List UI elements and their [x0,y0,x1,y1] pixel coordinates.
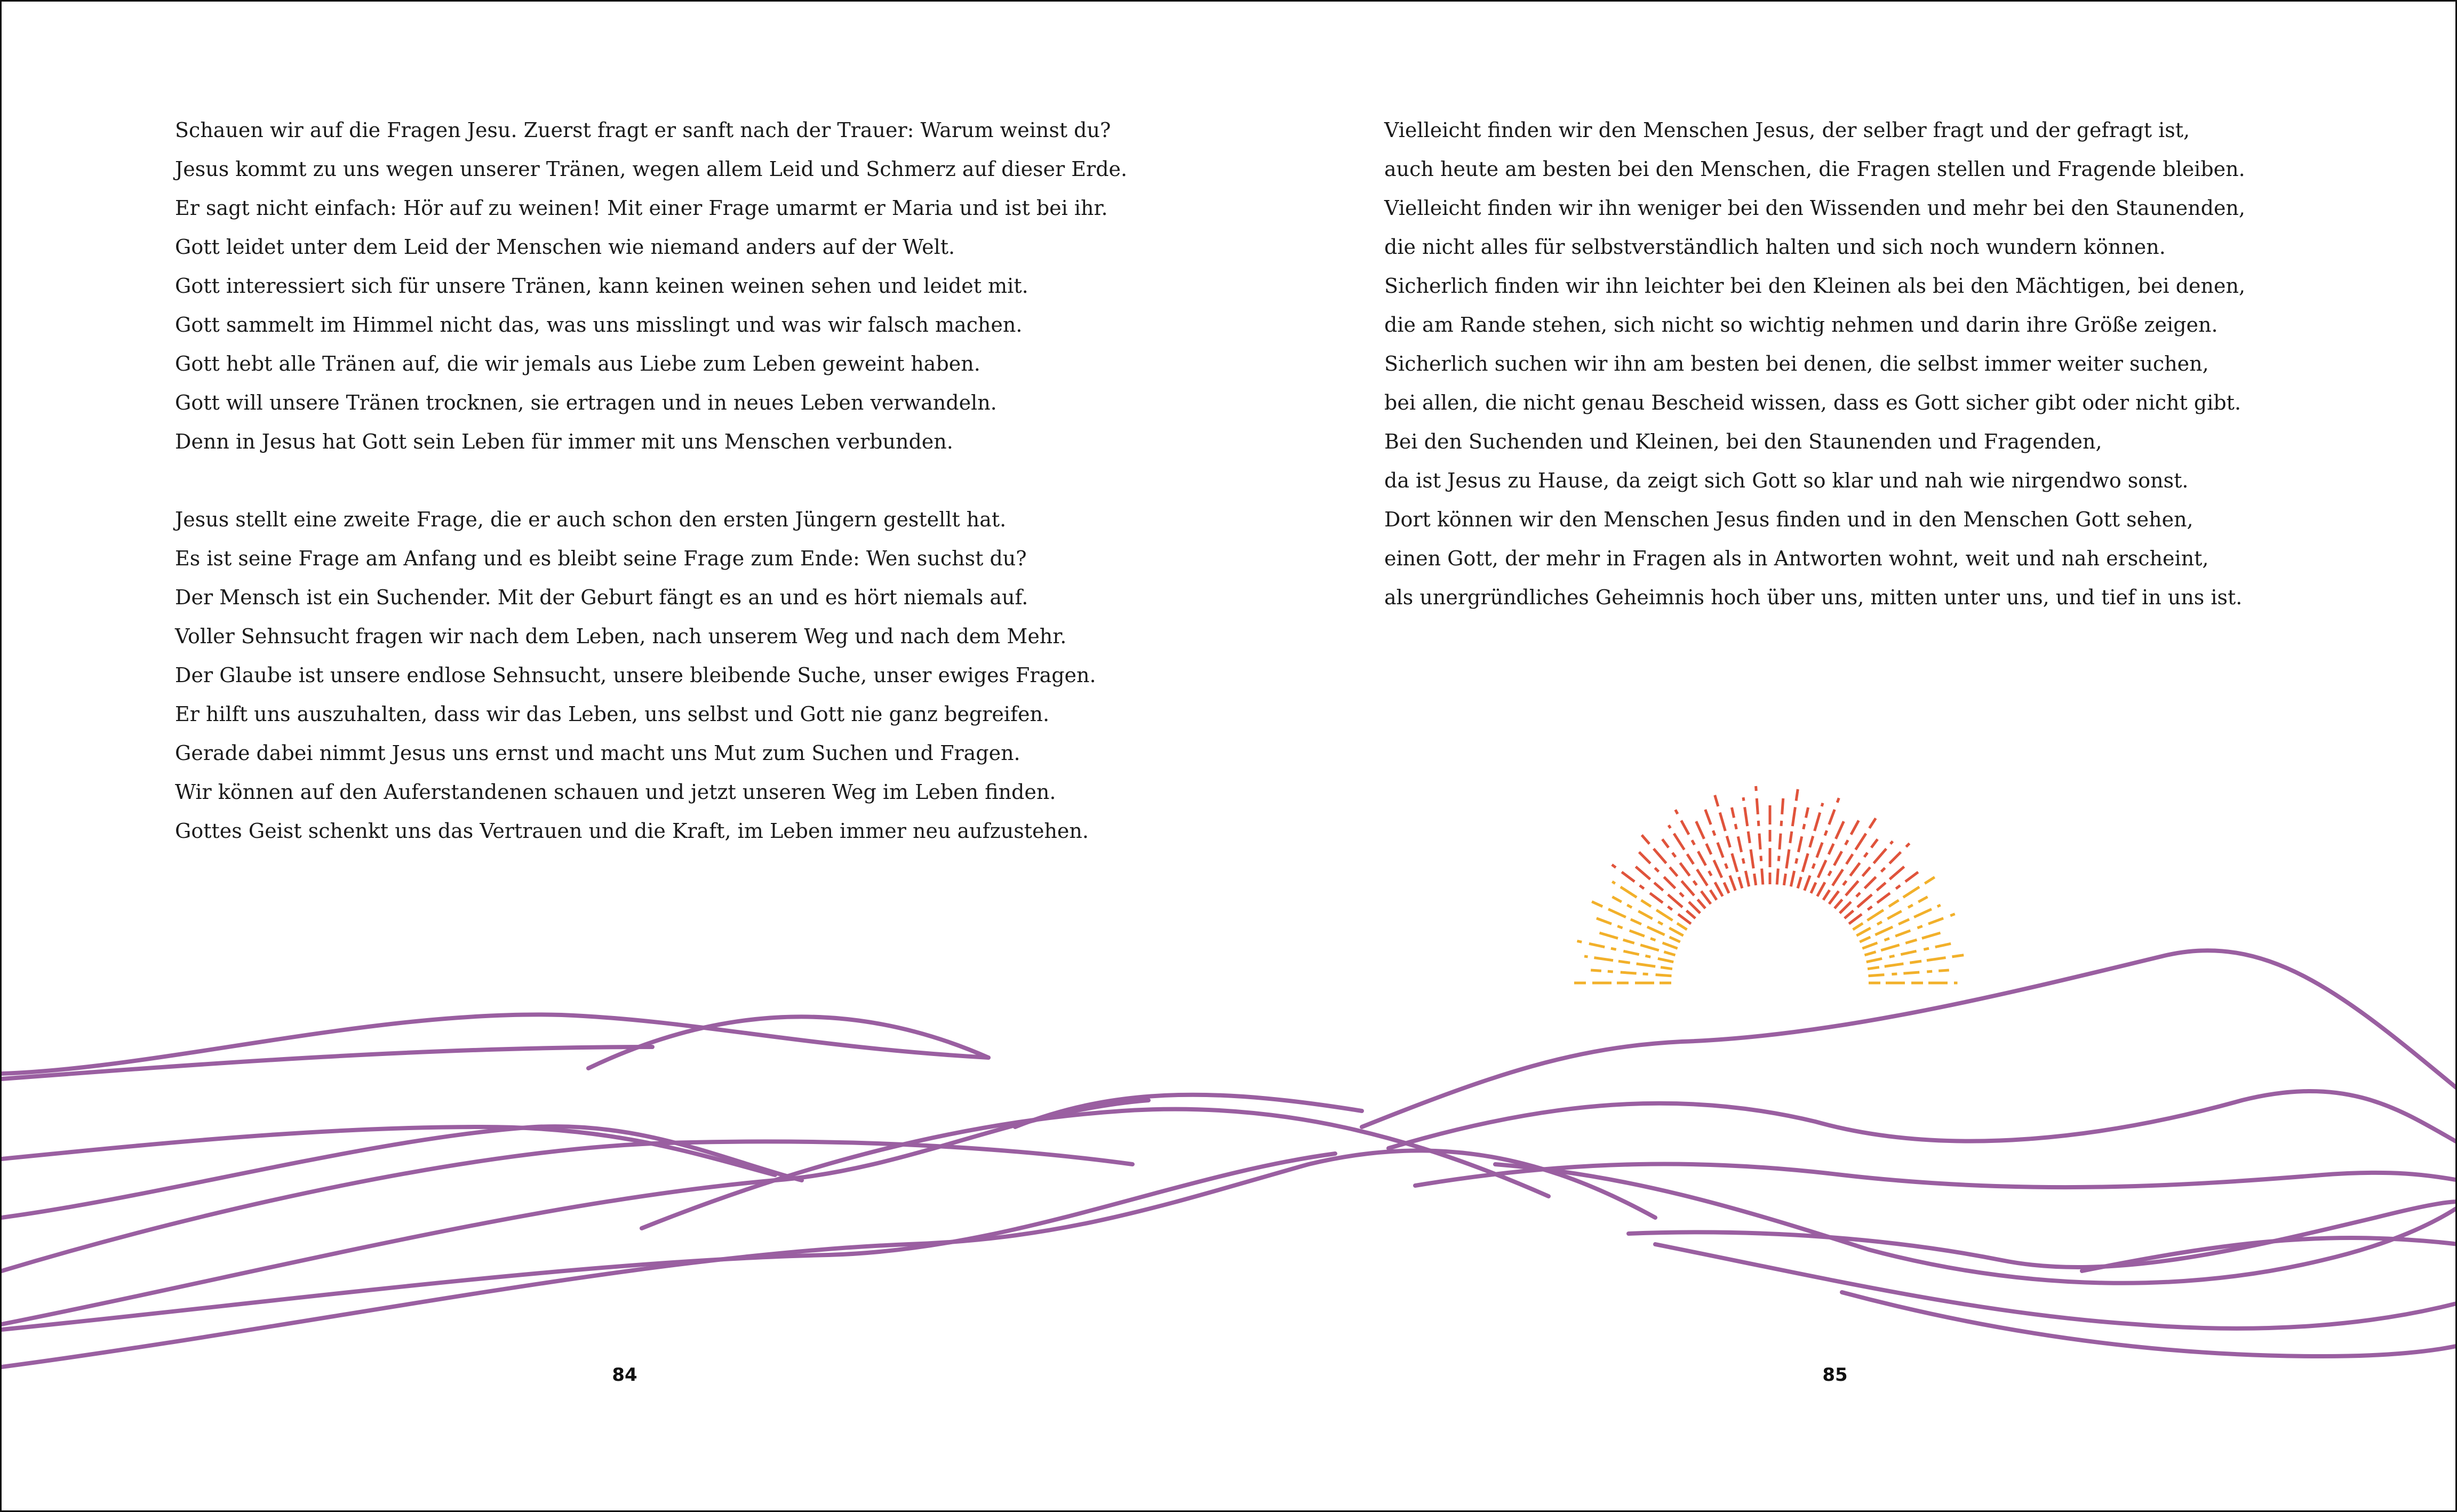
sun-ray [1777,796,1783,884]
text-line: Sicherlich suchen wir ihn am besten bei denen, die selbst immer weiter suchen, [1384,352,2209,375]
text-line: Denn in Jesus hat Gott sein Leben für immer mit uns Menschen verbunden. [175,430,953,453]
text-line: Bei den Suchenden und Kleinen, bei den Staunenden und Fragenden, [1384,430,2102,453]
text-line: Gott will unsere Tränen trocknen, sie ertragen und in neues Leben verwandeln. [175,391,997,414]
text-line: da ist Jesus zu Hause, da zeigt sich Gott so klar und nah wie nirgendwo sonst. [1384,469,2189,492]
wave-line [1495,1164,2457,1283]
text-line: Vielleicht finden wir ihn weniger bei den Wissenden und mehr bei den Staunenden, [1384,196,2245,220]
text-line: Der Mensch ist ein Suchender. Mit der Geburt fängt es an und es hört niemals auf. [175,586,1028,609]
right-page-text [1384,111,2398,617]
text-line: Voller Sehnsucht fragen wir nach dem Leben, nach unserem Weg und nach dem Mehr. [175,625,1067,648]
sun-ray [1591,970,1671,976]
sun-ray [1612,882,1687,930]
text-line: Vielleicht finden wir den Menschen Jesus, der selber fragt und der gefragt ist, [1384,118,2190,142]
text-line: Wir können auf den Auferstandenen schauen und jetzt unseren Weg im Leben finden. [175,780,1056,804]
text-line: Gott sammelt im Himmel nicht das, was uns misslingt und was wir falsch machen. [175,313,1023,337]
text-line: einen Gott, der mehr in Fragen als in Antworten wohnt, weit und nah erscheint, [1384,547,2209,570]
sun-ray [1669,825,1717,900]
text-line: Schauen wir auf die Fragen Jesu. Zuerst fragt er sanft nach der Trauer: Warum weinst du? [175,118,1111,142]
left-stanza-1 [175,111,1242,461]
left-page-text [175,111,1242,851]
text-line: Gott interessiert sich für unsere Tränen, kann keinen weinen sehen und leidet mit. [175,274,1028,298]
text-line: Sicherlich finden wir ihn leichter bei den Kleinen als bei den Mächtigen, bei denen, [1384,274,2246,298]
left-stanza-2 [175,500,1242,851]
text-line: die am Rande stehen, sich nicht so wichtig nehmen und darin ihre Größe zeigen. [1384,313,2218,337]
page-number-right: 85 [1822,1364,1848,1386]
text-line: Jesus stellt eine zweite Frage, die er auch schon den ersten Jüngern gestellt hat. [175,508,1007,531]
text-line: Er sagt nicht einfach: Hör auf zu weinen! Mit einer Frage umarmt er Maria und ist bei ihr. [175,196,1108,220]
text-line: Es ist seine Frage am Anfang und es bleibt seine Frage zum Ende: Wen suchst du? [175,547,1027,570]
wave-line [2,1127,775,1175]
text-line: Gott hebt alle Tränen auf, die wir jemals aus Liebe zum Leben geweint haben. [175,352,980,375]
text-line: Dort können wir den Menschen Jesus finden und in den Menschen Gott sehen, [1384,508,2193,531]
page-number-left: 84 [612,1364,637,1386]
right-stanza-1 [1384,111,2398,617]
sun-ray [1849,870,1920,924]
sun-ray [1868,955,1965,969]
sun-ray [1840,843,1910,913]
sun-ray [1869,970,1949,976]
sun-ray [1641,834,1705,908]
sun-ray [1853,876,1936,930]
sun-ray [1756,786,1763,885]
wave-line [2,1014,988,1074]
text-line: auch heute am besten bei den Menschen, die Fragen stellen und Fragende bleiben. [1384,157,2245,181]
sun-ray [1823,817,1877,900]
text-line: Jesus kommt zu uns wegen unserer Tränen, wegen allem Leid und Schmerz auf dieser Erde. [175,157,1128,181]
sun-ray [1577,941,1674,962]
text-line: Der Glaube ist unsere endlose Sehnsucht, unsere bleibende Suche, unser ewiges Fragen. [175,663,1096,687]
text-line: als unergründliches Geheimnis hoch über uns, mitten unter uns, und tief in uns ist. [1384,586,2243,609]
text-line: Gottes Geist schenkt uns das Vertrauen und die Kraft, im Leben immer neu aufzustehen. [175,819,1089,843]
text-line: bei allen, die nicht genau Bescheid wissen, dass es Gott sicher gibt oder nicht gibt. [1384,391,2241,414]
wave-line [2,1150,1655,1367]
text-line: Gott leidet unter dem Leid der Menschen wie niemand anders auf der Welt. [175,235,955,259]
sun-icon [1522,786,2274,1175]
text-line: die nicht alles für selbstverständlich halten und sich noch wundern können. [1384,235,2166,259]
sun-ray [1784,788,1798,885]
text-line: Er hilft uns auszuhalten, dass wir das Leben, uns selbst und Gott nie ganz begreifen. [175,702,1050,726]
wave-line [2,1047,652,1079]
text-line: Gerade dabei nimmt Jesus uns ernst und macht uns Mut zum Suchen und Fragen. [175,741,1020,765]
wave-line [588,1017,988,1068]
